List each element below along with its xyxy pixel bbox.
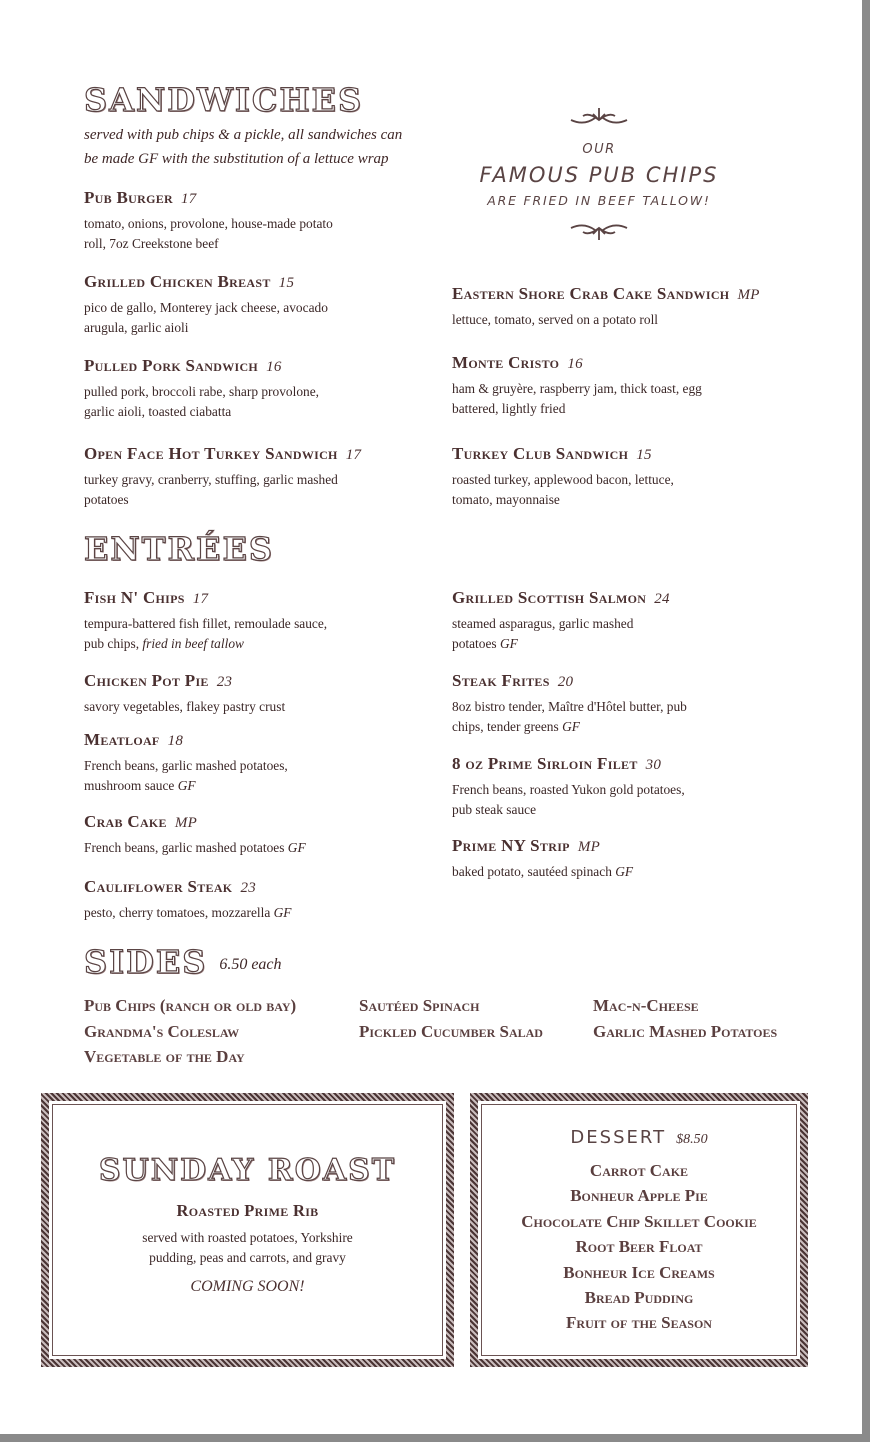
item-name: Grilled Scottish Salmon: [452, 588, 647, 607]
sides-price: 6.50 each: [219, 956, 282, 973]
item-price: 17: [192, 591, 209, 607]
gf-tag: GF: [273, 905, 292, 920]
list-item: Bread Pudding: [584, 1288, 694, 1308]
sides-col-2: [359, 993, 543, 1044]
menu-item: [452, 443, 674, 510]
item-name: Meatloaf: [84, 730, 160, 749]
menu-item: [452, 587, 670, 654]
item-price: MP: [577, 839, 601, 855]
item-desc: baked potato, sautéed spinach: [452, 864, 616, 879]
gf-tag: GF: [615, 864, 634, 879]
dessert-title: DESSERT: [570, 1127, 667, 1148]
item-desc: tomato, onions, provolone, house-made potato: [84, 216, 333, 231]
item-desc: served with roasted potatoes, Yorkshire: [142, 1230, 353, 1245]
menu-item: [84, 271, 328, 338]
item-name: Eastern Shore Crab Cake Sandwich: [452, 284, 730, 303]
item-price: 18: [167, 733, 184, 749]
item-desc: French beans, garlic mashed potatoes: [84, 840, 288, 855]
sides-col-1: [84, 993, 296, 1070]
item-name: 8 oz Prime Sirloin Filet: [452, 754, 638, 773]
item-price: 15: [636, 447, 652, 463]
item-desc: pulled pork, broccoli rabe, sharp provolone,: [84, 384, 320, 399]
list-item: Pickled Cucumber Salad: [359, 1021, 543, 1041]
menu-item: [452, 283, 760, 330]
pub-chips-callout: [452, 104, 746, 244]
item-price: 20: [557, 674, 574, 690]
item-desc: steamed asparagus, garlic mashed: [452, 616, 634, 631]
sandwiches-subtitle-line2: be made GF with the substitution of a lettuce wrap: [84, 151, 389, 167]
chips-line-our: OUR: [582, 142, 616, 157]
menu-item: [84, 187, 333, 254]
dessert-price: $8.50: [676, 1132, 708, 1147]
item-name: Chicken Pot Pie: [84, 671, 209, 690]
item-desc: garlic aioli, toasted ciabatta: [84, 404, 232, 419]
item-name: Monte Cristo: [452, 353, 560, 372]
item-name: Pulled Pork Sandwich: [84, 356, 259, 375]
dessert-content: [478, 1127, 800, 1336]
menu-item: [452, 753, 685, 820]
menu-item: [452, 352, 702, 419]
item-price: 16: [567, 356, 583, 372]
item-desc: tomato, mayonnaise: [452, 492, 560, 507]
list-item: Fruit of the Season: [566, 1313, 712, 1333]
item-name: Prime NY Strip: [452, 836, 570, 855]
item-desc: French beans, garlic mashed potatoes,: [84, 758, 288, 773]
list-item: Carrot Cake: [589, 1161, 689, 1180]
item-desc: tempura-battered fish fillet, remoulade sauce,: [84, 616, 328, 631]
list-item: Garlic Mashed Potatoes: [593, 1021, 778, 1041]
menu-item: [84, 729, 288, 796]
item-price: 23: [240, 880, 257, 896]
chips-line-famous: FAMOUS PUB CHIPS: [479, 163, 719, 187]
item-price: 16: [266, 359, 282, 375]
list-item: Bonheur Ice Creams: [563, 1262, 715, 1282]
sunday-roast-content: [49, 1153, 446, 1296]
item-desc: potatoes: [452, 636, 500, 651]
item-name: Turkey Club Sandwich: [452, 444, 629, 463]
item-desc: pub chips,: [84, 636, 143, 651]
list-item: Mac-n-Cheese: [593, 996, 699, 1015]
item-desc: French beans, roasted Yukon gold potatoes,: [452, 782, 685, 797]
menu-item: [452, 835, 633, 882]
flourish-ornament-top: [569, 104, 629, 128]
list-item: Chocolate Chip Skillet Cookie: [521, 1211, 757, 1231]
item-price: MP: [174, 815, 198, 831]
item-desc: savory vegetables, flakey pastry crust: [84, 699, 286, 714]
item-desc: 8oz bistro tender, Maître d'Hôtel butter, pub: [452, 699, 687, 714]
item-price: 15: [278, 275, 295, 291]
item-price: 17: [180, 191, 197, 207]
item-price: 23: [216, 674, 233, 690]
item-desc: arugula, garlic aioli: [84, 320, 189, 335]
item-desc: potatoes: [84, 492, 129, 507]
list-item: Vegetable of the Day: [84, 1047, 245, 1066]
sandwiches-title: SANDWICHES: [84, 81, 364, 119]
coming-soon-note: COMING SOON!: [190, 1278, 305, 1295]
gf-tag: GF: [177, 778, 196, 793]
item-desc: pub steak sauce: [452, 802, 537, 817]
item-desc: pudding, peas and carrots, and gravy: [149, 1250, 346, 1265]
menu-item: [84, 670, 285, 717]
item-desc: ham & gruyère, raspberry jam, thick toast, egg: [452, 381, 702, 396]
item-name: Pub Burger: [84, 188, 173, 207]
item-price: 17: [345, 447, 362, 463]
sides-title: SIDES: [84, 943, 208, 981]
list-item: Bonheur Apple Pie: [570, 1186, 708, 1206]
item-name: Steak Frites: [452, 671, 550, 690]
sunday-roast-box: [41, 1093, 454, 1367]
gf-tag: GF: [562, 719, 580, 734]
item-desc: roll, 7oz Creekstone beef: [84, 236, 219, 251]
item-desc: mushroom sauce: [84, 778, 178, 793]
item-price: 24: [654, 591, 670, 607]
list-item: Root Beer Float: [575, 1237, 703, 1257]
sunday-roast-item: Roasted Prime Rib: [176, 1201, 319, 1220]
menu-item: [84, 811, 306, 858]
list-item: Pub Chips (ranch or old bay): [84, 996, 297, 1015]
item-price: 30: [645, 757, 662, 773]
list-item: Grandma's Coleslaw: [84, 1021, 240, 1041]
item-name: Cauliflower Steak: [84, 877, 233, 896]
item-name: Crab Cake: [84, 812, 167, 831]
item-desc-note: fried in beef tallow: [142, 636, 244, 651]
flourish-ornament-bottom: [569, 220, 629, 244]
item-desc: roasted turkey, applewood bacon, lettuce,: [452, 472, 674, 487]
item-price: MP: [737, 287, 760, 303]
sides-header: [84, 943, 282, 981]
menu-item: [84, 443, 361, 510]
menu-item: [452, 670, 687, 737]
gf-tag: GF: [287, 840, 306, 855]
item-desc: pesto, cherry tomatoes, mozzarella: [84, 905, 274, 920]
item-name: Grilled Chicken Breast: [84, 272, 271, 291]
sandwiches-subtitle-line1: served with pub chips & a pickle, all sandwiches can: [84, 127, 403, 143]
menu-item: [84, 355, 319, 422]
dessert-box: [470, 1093, 808, 1367]
sandwiches-subtitle: [84, 123, 444, 171]
entrees-title: ENTRÉES: [84, 530, 274, 568]
gf-tag: GF: [499, 636, 518, 651]
item-desc: battered, lightly fried: [452, 401, 566, 416]
item-name: Fish N' Chips: [84, 588, 185, 607]
sides-col-3: [593, 993, 777, 1044]
item-desc: chips, tender greens: [452, 719, 563, 734]
list-item: Sautéed Spinach: [359, 996, 480, 1015]
chips-line-tallow: ARE FRIED IN BEEF TALLOW!: [487, 193, 711, 208]
item-desc: turkey gravy, cranberry, stuffing, garlic mashed: [84, 472, 338, 487]
item-desc: pico de gallo, Monterey jack cheese, avocado: [84, 300, 328, 315]
item-desc: lettuce, tomato, served on a potato roll: [452, 312, 659, 327]
item-name: Open Face Hot Turkey Sandwich: [84, 444, 338, 463]
sunday-roast-title: SUNDAY ROAST: [98, 1153, 397, 1188]
menu-item: [84, 876, 291, 923]
menu-item: [84, 587, 327, 654]
